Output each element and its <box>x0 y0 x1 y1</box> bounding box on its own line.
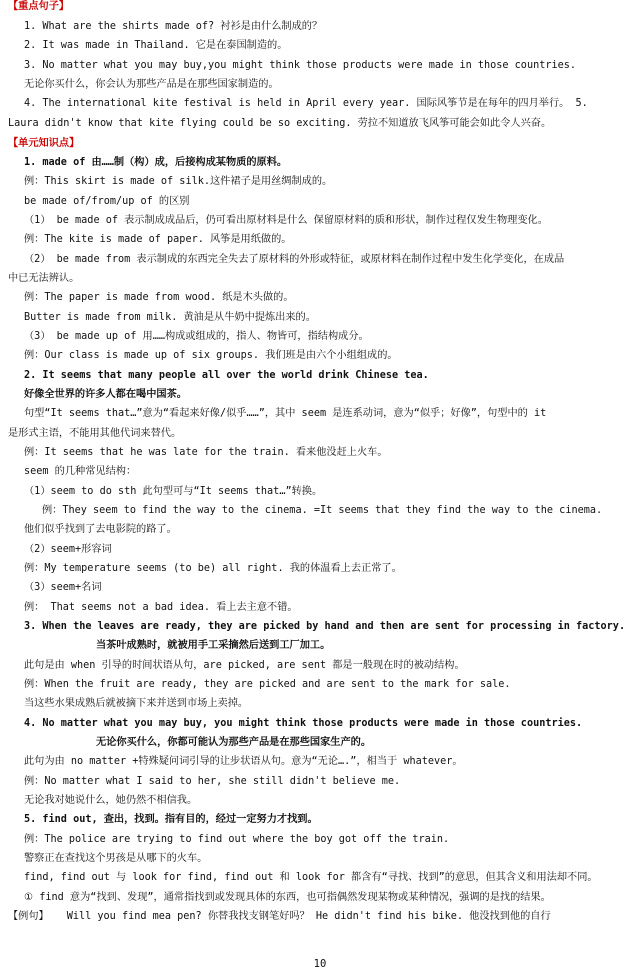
text-line: Butter is made from milk. 黄油是从牛奶中提炼出来的。 <box>24 312 316 323</box>
text-line: 当这些水果成熟后就被摘下来并送到市场上卖掉。 <box>24 698 249 709</box>
text-line: 例：Our class is made up of six groups. 我们班是由六个小组组成的。 <box>24 350 398 361</box>
text-line: 例：No matter what I said to her, she still didn't believe me. <box>24 776 401 787</box>
text-line: （1）seem to do sth 此句型可与“It seems that…”转换。 <box>24 486 323 497</box>
text-line: 例：This skirt is made of silk.这件裙子是用丝绸制成的。 <box>24 176 333 187</box>
text-line: （2） be made from 表示制成的东西完全失去了原材料的外形或特征，或原材料在制作过程中发生化学变化，在成品 <box>24 254 565 265</box>
text-line: Laura didn't know that kite flying could be so exciting. 劳拉不知道放飞风筝可能会如此令人兴奋。 <box>8 118 552 129</box>
text-line: 例：My temperature seems (to be) all right. 我的体温看上去正常了。 <box>24 563 402 574</box>
text-line: 句型“It seems that…”意为“看起来好像/似乎……”，其中 seem 是连系动词，意为“似乎；好像”，句型中的 it <box>24 408 547 419</box>
text-line: （2）seem+形容词 <box>24 544 112 555</box>
example-line <box>8 909 632 925</box>
text-line: find, find out 与 look for find, find out 和 look for 都含有“寻找、找到”的意思，但其含义和用法却不同。 <box>24 872 598 883</box>
text-line: seem 的几种常见结构： <box>24 466 137 477</box>
text-line: （1） be made of 表示制成成品后，仍可看出原材料是什么 保留原材料的质和形状，制作过程仅发生物理变化。 <box>24 215 548 226</box>
text-line: （3） be made up of 用……构成或组成的，指人、物皆可，指结构成分。 <box>24 331 369 342</box>
text-line: （3）seem+名词 <box>24 582 102 593</box>
example-label: 【例句】 <box>8 911 49 922</box>
text-line: 无论我对她说什么，她仍然不相信我。 <box>24 795 198 806</box>
text-line: 2. It was made in Thailand. 它是在泰国制造的。 <box>24 40 288 51</box>
point-heading: 1. made of 由……制（构）成，后接构成某物质的原料。 <box>24 157 288 168</box>
text-line: 例：The police are trying to find out where the boy got off the train. <box>24 834 450 845</box>
point-heading-translation: 当茶叶成熟时，就被用手工采摘然后送到工厂加工。 <box>96 640 331 651</box>
point-heading: 4. No matter what you may buy, you might think those products were made in those countries. <box>24 718 583 729</box>
text-line: 3. No matter what you may buy,you might think those products were made in those countries. <box>24 60 577 71</box>
text-line: be made of/from/up of 的区别 <box>24 196 190 207</box>
point-heading: 5. find out, 查出，找到。指有目的，经过一定努力才找到。 <box>24 814 318 825</box>
text-line: 中已无法辨认。 <box>8 273 80 284</box>
text-line: 例：The kite is made of paper. 风筝是用纸做的。 <box>24 234 292 245</box>
text-line: 例：The paper is made from wood. 纸是木头做的。 <box>24 292 294 303</box>
point-heading-translation: 无论你买什么，你都可能认为那些产品是在那些国家生产的。 <box>96 737 372 748</box>
page-number: 10 <box>313 958 327 970</box>
text-line: 例：It seems that he was late for the train. 看来他没赶上火车。 <box>24 447 388 458</box>
text-line: 此句是由 when 引导的时间状语从句，are picked, are sent 都是一般现在时的被动结构。 <box>24 660 465 671</box>
text-line: 例：They seem to find the way to the cinema. =It seems that they find the way to the cinema. <box>42 505 603 516</box>
section-heading-key-sentences: 【重点句子】 <box>8 1 70 12</box>
text-line: 4. The international kite festival is held in April every year. 国际风筝节是在每年的四月举行。 5. <box>24 98 588 109</box>
point-heading: 2. It seems that many people all over the world drink Chinese tea. <box>24 370 429 381</box>
text-line: 例： That seems not a bad idea. 看上去主意不错。 <box>24 602 298 613</box>
point-heading-translation: 好像全世界的许多人都在喝中国茶。 <box>24 389 187 400</box>
example-text: Will you find mea pen? 你替我找支钢笔好吗？ He didn't find his bike. 他没找到他的自行 <box>66 911 551 922</box>
text-line: 他们似乎找到了去电影院的路了。 <box>24 524 177 535</box>
text-line: 1. What are the shirts made of? 衬衫是由什么制成的？ <box>24 21 323 32</box>
text-line: 无论你买什么，你会认为那些产品是在那些国家制造的。 <box>24 79 279 90</box>
point-heading: 3. When the leaves are ready, they are picked by hand and then are sent for processing in factory. <box>24 621 626 632</box>
text-line: 例：When the fruit are ready, they are picked and are sent to the mark for sale. <box>24 679 511 690</box>
text-line: 是形式主语，不能用其他代词来替代。 <box>8 428 182 439</box>
text-line: 此句为由 no matter +特殊疑问词引导的让步状语从句。意为“无论….”，相当于 whatever。 <box>24 756 463 767</box>
text-line: ① find 意为“找到、发现”，通常指找到或发现具体的东西，也可指偶然发现某物或某种情况，强调的是找的结果。 <box>24 892 551 903</box>
section-heading-unit-knowledge: 【单元知识点】 <box>8 138 80 149</box>
text-line: 警察正在查找这个男孩是从哪下的火车。 <box>24 853 208 864</box>
